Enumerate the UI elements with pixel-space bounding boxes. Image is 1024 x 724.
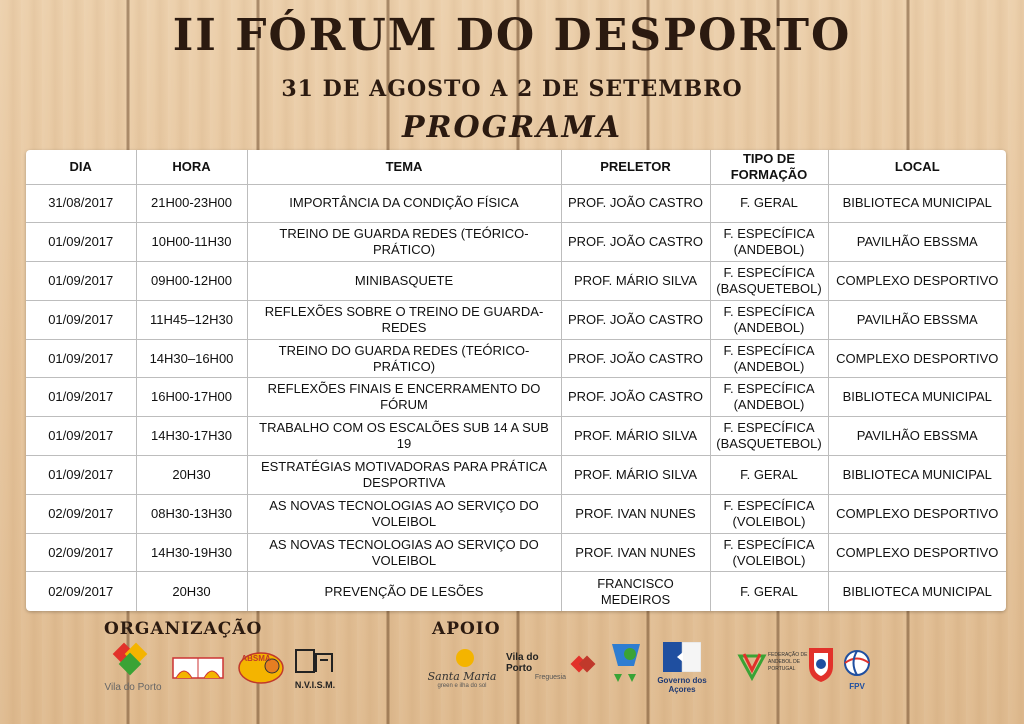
vila-do-porto-freguesia-logo: Vila do Porto Freguesia bbox=[506, 652, 566, 681]
sports-dept-icon bbox=[604, 640, 648, 686]
cell-hora: 09H00-12H00 bbox=[136, 262, 247, 301]
cell-tema: AS NOVAS TECNOLOGIAS AO SERVIÇO DO VOLEIBOL bbox=[247, 494, 561, 533]
table-row bbox=[26, 417, 1006, 456]
cell-tema: ESTRATÉGIAS MOTIVADORAS PARA PRÁTICA DESPORTIVA bbox=[247, 456, 561, 495]
absma-emblem-icon bbox=[236, 646, 286, 686]
cell-tema: TRABALHO COM OS ESCALÕES SUB 14 A SUB 19 bbox=[247, 417, 561, 456]
cell-preletor: PROF. JOÃO CASTRO bbox=[561, 300, 710, 339]
column-header-tipo: TIPO DE FORMAÇÃO bbox=[710, 150, 828, 184]
cell-tema: TREINO DE GUARDA REDES (TEÓRICO-PRÁTICO) bbox=[247, 223, 561, 262]
column-header-dia: DIA bbox=[26, 150, 136, 184]
cell-hora: 14H30-19H30 bbox=[136, 533, 247, 572]
cell-preletor: PROF. MÁRIO SILVA bbox=[561, 417, 710, 456]
table-row bbox=[26, 339, 1006, 378]
handball-court-icon bbox=[172, 650, 224, 682]
schedule-table-container bbox=[26, 150, 1006, 611]
cell-local: PAVILHÃO EBSSMA bbox=[828, 300, 1006, 339]
red-diamond-icon bbox=[568, 652, 598, 680]
fpv-logo: FPV bbox=[840, 648, 874, 688]
cell-tipo: F. ESPECÍFICA (BASQUETEBOL) bbox=[710, 262, 828, 301]
cell-hora: 10H00-11H30 bbox=[136, 223, 247, 262]
cell-hora: 20H30 bbox=[136, 572, 247, 611]
table-row bbox=[26, 494, 1006, 533]
cell-tipo: F. ESPECÍFICA (ANDEBOL) bbox=[710, 339, 828, 378]
cell-dia: 01/09/2017 bbox=[26, 300, 136, 339]
cell-tipo: F. GERAL bbox=[710, 572, 828, 611]
cell-local: BIBLIOTECA MUNICIPAL bbox=[828, 184, 1006, 223]
cell-dia: 02/09/2017 bbox=[26, 572, 136, 611]
handball-court-logo bbox=[172, 650, 224, 682]
table-row bbox=[26, 262, 1006, 301]
cell-dia: 01/09/2017 bbox=[26, 339, 136, 378]
cell-dia: 01/09/2017 bbox=[26, 262, 136, 301]
santa-maria-logo: Santa Maria green e ilha do sol bbox=[426, 644, 498, 688]
table-row bbox=[26, 456, 1006, 495]
vila-do-porto-logo: Vila do Porto bbox=[102, 640, 164, 692]
schedule-body bbox=[26, 184, 1006, 611]
cell-tipo: F. ESPECÍFICA (VOLEIBOL) bbox=[710, 533, 828, 572]
cell-local: COMPLEXO DESPORTIVO bbox=[828, 494, 1006, 533]
cell-preletor: PROF. JOÃO CASTRO bbox=[561, 378, 710, 417]
red-diamond-logo bbox=[568, 652, 598, 680]
column-header-local: LOCAL bbox=[828, 150, 1006, 184]
cell-local: BIBLIOTECA MUNICIPAL bbox=[828, 456, 1006, 495]
cell-tema: REFLEXÕES SOBRE O TREINO DE GUARDA-REDES bbox=[247, 300, 561, 339]
cell-tema: PREVENÇÃO DE LESÕES bbox=[247, 572, 561, 611]
table-row bbox=[26, 300, 1006, 339]
sun-icon bbox=[450, 644, 480, 670]
column-header-tema: TEMA bbox=[247, 150, 561, 184]
cell-tema: MINIBASQUETE bbox=[247, 262, 561, 301]
table-row bbox=[26, 533, 1006, 572]
cell-local: BIBLIOTECA MUNICIPAL bbox=[828, 378, 1006, 417]
cell-dia: 01/09/2017 bbox=[26, 456, 136, 495]
programa-heading: PROGRAMA bbox=[402, 110, 622, 145]
cell-local: PAVILHÃO EBSSMA bbox=[828, 223, 1006, 262]
cell-tipo: F. ESPECÍFICA (BASQUETEBOL) bbox=[710, 417, 828, 456]
absma-logo: ABSMA bbox=[236, 646, 286, 686]
cell-hora: 08H30-13H30 bbox=[136, 494, 247, 533]
volleyball-icon bbox=[840, 648, 874, 678]
organizacao-label: ORGANIZAÇÃO bbox=[104, 619, 263, 639]
nvism-emblem-icon bbox=[292, 648, 338, 676]
cell-preletor: PROF. MÁRIO SILVA bbox=[561, 456, 710, 495]
acores-flag-icon bbox=[663, 642, 701, 672]
cell-tipo: F. ESPECÍFICA (ANDEBOL) bbox=[710, 378, 828, 417]
cell-preletor: PROF. JOÃO CASTRO bbox=[561, 223, 710, 262]
cell-local: COMPLEXO DESPORTIVO bbox=[828, 339, 1006, 378]
cell-dia: 01/09/2017 bbox=[26, 223, 136, 262]
cell-tipo: F. ESPECÍFICA (VOLEIBOL) bbox=[710, 494, 828, 533]
cell-hora: 21H00-23H00 bbox=[136, 184, 247, 223]
vila-do-porto-emblem-icon bbox=[102, 640, 164, 678]
governo-acores-logo: Governo dos Açores bbox=[654, 642, 710, 688]
event-dates: 31 DE AGOSTO A 2 DE SETEMBRO bbox=[281, 76, 743, 102]
cell-preletor: PROF. IVAN NUNES bbox=[561, 494, 710, 533]
cell-tipo: F. ESPECÍFICA (ANDEBOL) bbox=[710, 223, 828, 262]
page-title: II FÓRUM DO DESPORTO bbox=[172, 10, 852, 61]
cell-dia: 02/09/2017 bbox=[26, 533, 136, 572]
cell-tipo: F. ESPECÍFICA (ANDEBOL) bbox=[710, 300, 828, 339]
cell-tema: TREINO DO GUARDA REDES (TEÓRICO-PRÁTICO) bbox=[247, 339, 561, 378]
sports-dept-logo bbox=[604, 640, 648, 686]
cell-hora: 16H00-17H00 bbox=[136, 378, 247, 417]
fap-emblem-icon bbox=[736, 648, 768, 682]
table-row bbox=[26, 378, 1006, 417]
table-header-row bbox=[26, 150, 1006, 184]
apoio-label: APOIO bbox=[432, 619, 501, 639]
cell-local: BIBLIOTECA MUNICIPAL bbox=[828, 572, 1006, 611]
cell-tema: REFLEXÕES FINAIS E ENCERRAMENTO DO FÓRUM bbox=[247, 378, 561, 417]
table-row bbox=[26, 223, 1006, 262]
cell-preletor: PROF. MÁRIO SILVA bbox=[561, 262, 710, 301]
cell-preletor: PROF. JOÃO CASTRO bbox=[561, 184, 710, 223]
cell-local: PAVILHÃO EBSSMA bbox=[828, 417, 1006, 456]
schedule-table bbox=[26, 150, 1006, 611]
cell-dia: 01/09/2017 bbox=[26, 378, 136, 417]
cell-hora: 14H30-17H30 bbox=[136, 417, 247, 456]
cell-dia: 31/08/2017 bbox=[26, 184, 136, 223]
nvism-logo: N.V.I.S.M. bbox=[292, 648, 338, 688]
cell-local: COMPLEXO DESPORTIVO bbox=[828, 262, 1006, 301]
cell-tema: AS NOVAS TECNOLOGIAS AO SERVIÇO DO VOLEIBOL bbox=[247, 533, 561, 572]
shield-crest-icon bbox=[806, 644, 836, 684]
cell-local: COMPLEXO DESPORTIVO bbox=[828, 533, 1006, 572]
column-header-preletor: PRELETOR bbox=[561, 150, 710, 184]
cell-preletor: FRANCISCO MEDEIROS bbox=[561, 572, 710, 611]
cell-hora: 20H30 bbox=[136, 456, 247, 495]
table-row bbox=[26, 572, 1006, 611]
cell-dia: 01/09/2017 bbox=[26, 417, 136, 456]
cell-tema: IMPORTÂNCIA DA CONDIÇÃO FÍSICA bbox=[247, 184, 561, 223]
table-row bbox=[26, 184, 1006, 223]
fap-logo: FEDERAÇÃO DE ANDEBOL DE PORTUGAL bbox=[736, 648, 812, 684]
column-header-hora: HORA bbox=[136, 150, 247, 184]
cell-preletor: PROF. IVAN NUNES bbox=[561, 533, 710, 572]
cell-hora: 11H45–12H30 bbox=[136, 300, 247, 339]
cell-tipo: F. GERAL bbox=[710, 184, 828, 223]
cell-dia: 02/09/2017 bbox=[26, 494, 136, 533]
cell-tipo: F. GERAL bbox=[710, 456, 828, 495]
cell-hora: 14H30–16H00 bbox=[136, 339, 247, 378]
cell-preletor: PROF. JOÃO CASTRO bbox=[561, 339, 710, 378]
portugal-crest-logo bbox=[806, 644, 836, 684]
